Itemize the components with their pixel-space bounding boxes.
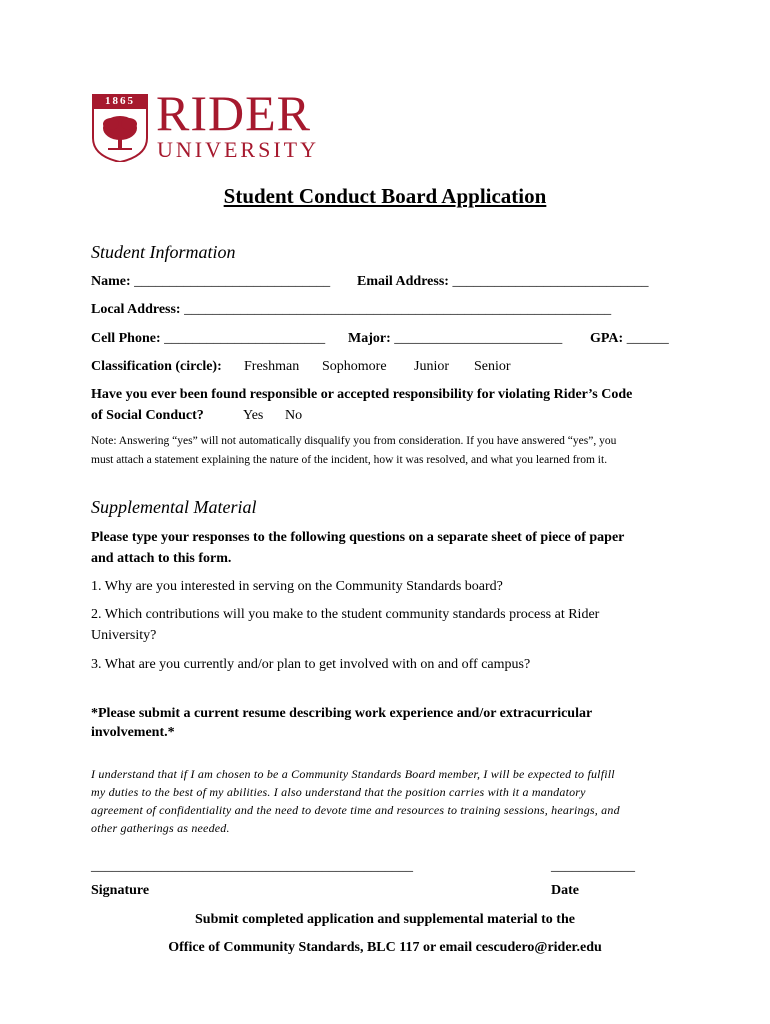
instruction-line2: and attach to this form. <box>91 551 232 566</box>
classification-sophomore[interactable]: Sophomore <box>322 359 387 374</box>
signature-label: Signature <box>91 883 150 898</box>
footer-line2: Office of Community Standards, BLC 117 or email cescudero@rider.edu <box>168 940 602 955</box>
gpa-field[interactable]: ______ <box>626 331 669 346</box>
note-line2: must attach a statement explaining the nature of the incident, how it was resolved, and what you learned from it. <box>91 454 608 466</box>
agreement-line3: agreement of confidentiality and the need to devote time and resources to training sessions, hearings, and <box>91 803 620 817</box>
footer-line1: Submit completed application and supplemental material to the <box>195 912 575 927</box>
email-field[interactable]: ____________________________ <box>452 274 649 289</box>
cell-phone-label: Cell Phone: <box>91 331 161 346</box>
question-3: 3. What are you currently and/or plan to get involved with on and off campus? <box>91 657 531 672</box>
date-field[interactable]: ____________ <box>551 859 635 874</box>
page-title: Student Conduct Board Application <box>223 184 547 208</box>
name-field[interactable]: ____________________________ <box>134 274 331 289</box>
student-information-heading: Student Information <box>91 242 236 262</box>
wordmark-university: UNIVERSITY <box>157 137 319 162</box>
name-row <box>91 273 330 291</box>
classification-freshman[interactable]: Freshman <box>244 359 300 374</box>
address-field[interactable]: _____________________________________________________________ <box>184 302 612 317</box>
agreement-line4: other gatherings as needed. <box>91 821 230 835</box>
address-label: Local Address: <box>91 302 181 317</box>
date-label: Date <box>551 883 579 898</box>
wordmark-rider: RIDER <box>156 85 311 141</box>
question-1: 1. Why are you interested in serving on the Community Standards board? <box>91 579 503 594</box>
supplemental-heading: Supplemental Material <box>91 497 257 517</box>
major-row <box>348 330 562 348</box>
resume-line1: *Please submit a current resume describing work experience and/or extracurricular <box>91 706 593 721</box>
address-row <box>91 301 611 319</box>
conduct-question-line1: Have you ever been found responsible or accepted responsibility for violating Rider’s Code <box>91 387 633 402</box>
resume-line2: involvement.* <box>91 725 175 740</box>
major-label: Major: <box>348 331 391 346</box>
conduct-question-line2: of Social Conduct? <box>91 408 204 423</box>
rider-university-logo <box>92 85 342 164</box>
agreement-line1: I understand that if I am chosen to be a Community Standards Board member, I will be expected to fulfill <box>91 767 615 781</box>
cell-row <box>91 330 325 348</box>
gpa-row <box>590 330 669 348</box>
classification-senior[interactable]: Senior <box>474 359 511 374</box>
seal-tree-icon <box>92 94 148 162</box>
email-row <box>357 273 648 291</box>
cell-phone-field[interactable]: _______________________ <box>164 331 326 346</box>
answer-no[interactable]: No <box>285 408 303 423</box>
question-2-line2: University? <box>91 628 157 643</box>
agreement-line2: my duties to the best of my abilities. I also understand that the position carries with it a mandatory <box>91 785 586 799</box>
note-line1: Note: Answering “yes” will not automatically disqualify you from consideration. If you have answered “yes”, you <box>91 435 617 447</box>
major-field[interactable]: ________________________ <box>394 331 563 346</box>
signature-field[interactable]: ______________________________________________ <box>91 859 413 874</box>
name-label: Name: <box>91 274 131 289</box>
instruction-line1: Please type your responses to the following questions on a separate sheet of piece of paper <box>91 530 625 545</box>
email-label: Email Address: <box>357 274 449 289</box>
gpa-label: GPA: <box>590 331 624 346</box>
answer-yes[interactable]: Yes <box>243 408 264 423</box>
question-2-line1: 2. Which contributions will you make to the student community standards process at Rider <box>91 607 600 622</box>
seal-year: 1865 <box>92 94 148 108</box>
classification-label: Classification (circle): <box>91 359 222 374</box>
classification-junior[interactable]: Junior <box>414 359 449 374</box>
